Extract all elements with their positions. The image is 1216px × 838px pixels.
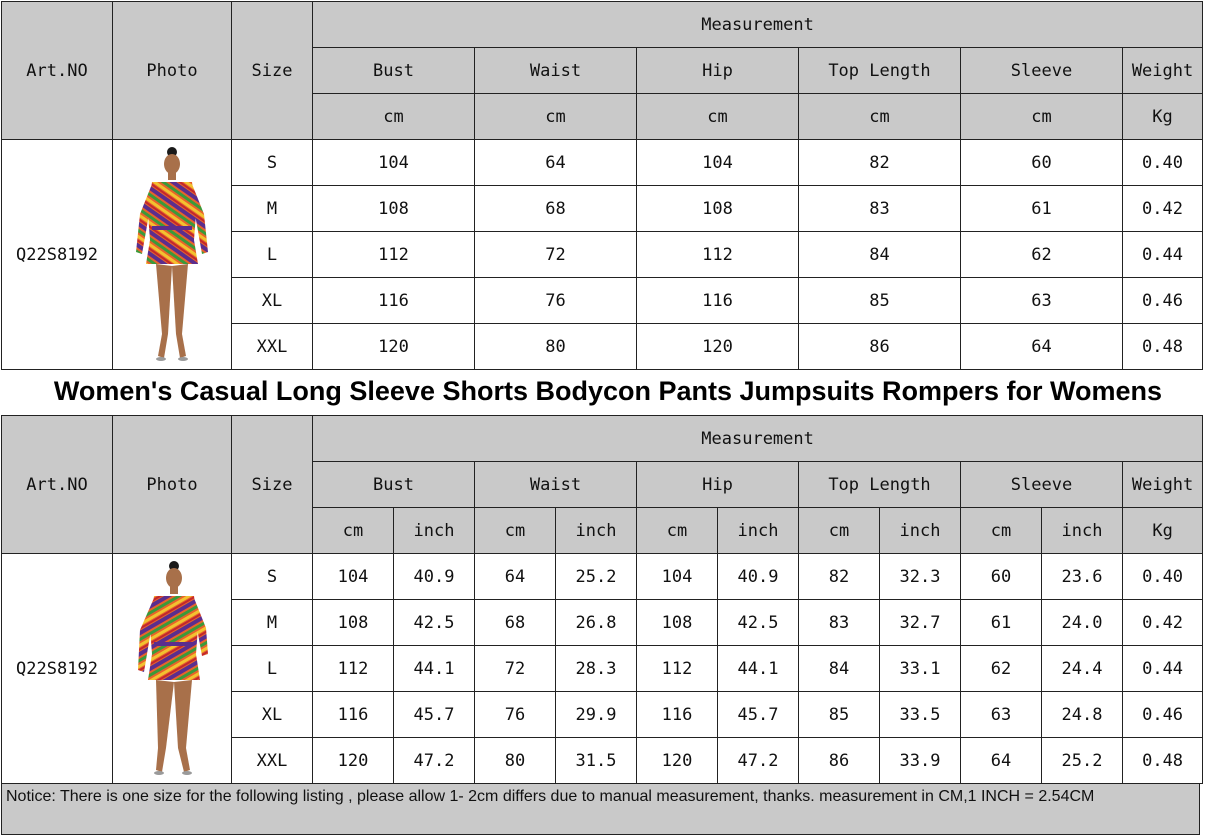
hip-cm-unit: cm: [637, 508, 718, 554]
waist-cm-cell: 76: [475, 692, 556, 738]
measurement-header: Measurement: [313, 416, 1203, 462]
waist-cell: 72: [475, 232, 637, 278]
weight-unit: Kg: [1123, 508, 1203, 554]
sleeve-header: Sleeve: [961, 48, 1123, 94]
size-chart-cm: [1, 1, 1203, 370]
product-title: Women's Casual Long Sleeve Shorts Bodycon Pants Jumpsuits Rompers for Womens: [53, 375, 1163, 406]
photo-header: Photo: [113, 2, 232, 140]
bust-cm-cell: 120: [313, 738, 394, 784]
hip-cell: 104: [637, 140, 799, 186]
bust-header: Bust: [313, 462, 475, 508]
sleeve-cm-cell: 62: [961, 646, 1042, 692]
bust-inch-cell: 44.1: [394, 646, 475, 692]
model-photo-image: [122, 144, 222, 366]
weight-header: Weight: [1123, 462, 1203, 508]
sleeve-cm-cell: 61: [961, 600, 1042, 646]
size-chart-cm-inch: [1, 415, 1203, 784]
waist-inch-cell: 29.9: [556, 692, 637, 738]
waist-cell: 76: [475, 278, 637, 324]
top-length-cell: 85: [799, 278, 961, 324]
size-cell: M: [232, 186, 313, 232]
bust-inch-cell: 47.2: [394, 738, 475, 784]
weight-unit: Kg: [1123, 94, 1203, 140]
sleeve-inch-cell: 24.4: [1042, 646, 1123, 692]
photo-header: Photo: [113, 416, 232, 554]
size-cell: XXL: [232, 324, 313, 370]
hip-cell: 116: [637, 278, 799, 324]
art-no-header: Art.NO: [2, 2, 113, 140]
weight-cell: 0.44: [1123, 646, 1203, 692]
waist-header: Waist: [475, 48, 637, 94]
bust-cm-cell: 104: [313, 554, 394, 600]
hip-cm-cell: 108: [637, 600, 718, 646]
weight-cell: 0.48: [1123, 324, 1203, 370]
bust-inch-unit: inch: [394, 508, 475, 554]
size-cell: XL: [232, 692, 313, 738]
bust-cm-cell: 112: [313, 646, 394, 692]
waist-cm-cell: 72: [475, 646, 556, 692]
top-length-inch-cell: 33.1: [880, 646, 961, 692]
top-length-cm-cell: 82: [799, 554, 880, 600]
top-length-cm-cell: 83: [799, 600, 880, 646]
measurement-header: Measurement: [313, 2, 1203, 48]
weight-cell: 0.40: [1123, 554, 1203, 600]
waist-cm-cell: 80: [475, 738, 556, 784]
hip-inch-cell: 45.7: [718, 692, 799, 738]
top-length-inch-unit: inch: [880, 508, 961, 554]
table-row: [2, 554, 1203, 600]
bust-cell: 108: [313, 186, 475, 232]
notice-text: Notice: There is one size for the following listing , please allow 1- 2cm differs due to manual measurement, thanks. measurement in CM,1 INCH = 2.54CM: [1, 783, 1200, 835]
top-length-unit: cm: [799, 94, 961, 140]
model-photo-image: [122, 558, 222, 780]
hip-header: Hip: [637, 462, 799, 508]
bust-unit: cm: [313, 94, 475, 140]
sleeve-cell: 60: [961, 140, 1123, 186]
waist-unit: cm: [475, 94, 637, 140]
sleeve-cell: 63: [961, 278, 1123, 324]
top-length-cm-cell: 86: [799, 738, 880, 784]
waist-cell: 68: [475, 186, 637, 232]
waist-cell: 80: [475, 324, 637, 370]
top-length-cm-cell: 84: [799, 646, 880, 692]
top-length-inch-cell: 32.7: [880, 600, 961, 646]
hip-inch-cell: 47.2: [718, 738, 799, 784]
hip-cm-cell: 116: [637, 692, 718, 738]
sleeve-inch-cell: 24.8: [1042, 692, 1123, 738]
bust-inch-cell: 45.7: [394, 692, 475, 738]
model-photo: [113, 140, 232, 370]
size-cell: XXL: [232, 738, 313, 784]
bust-cell: 120: [313, 324, 475, 370]
weight-cell: 0.44: [1123, 232, 1203, 278]
top-length-cell: 83: [799, 186, 961, 232]
size-cell: L: [232, 232, 313, 278]
hip-header: Hip: [637, 48, 799, 94]
weight-cell: 0.46: [1123, 692, 1203, 738]
sleeve-cm-cell: 63: [961, 692, 1042, 738]
sleeve-cm-unit: cm: [961, 508, 1042, 554]
bust-inch-cell: 40.9: [394, 554, 475, 600]
weight-cell: 0.46: [1123, 278, 1203, 324]
waist-cm-cell: 68: [475, 600, 556, 646]
hip-cell: 112: [637, 232, 799, 278]
bust-cm-cell: 108: [313, 600, 394, 646]
hip-inch-cell: 42.5: [718, 600, 799, 646]
top-length-cell: 86: [799, 324, 961, 370]
hip-cm-cell: 104: [637, 554, 718, 600]
table-row: [2, 140, 1203, 186]
waist-cm-cell: 64: [475, 554, 556, 600]
sleeve-cell: 62: [961, 232, 1123, 278]
sleeve-inch-unit: inch: [1042, 508, 1123, 554]
sleeve-unit: cm: [961, 94, 1123, 140]
hip-cell: 120: [637, 324, 799, 370]
waist-cm-unit: cm: [475, 508, 556, 554]
top-length-cell: 84: [799, 232, 961, 278]
model-photo: [113, 554, 232, 784]
top-length-header: Top Length: [799, 462, 961, 508]
size-cell: S: [232, 554, 313, 600]
size-header: Size: [232, 416, 313, 554]
bust-header: Bust: [313, 48, 475, 94]
weight-cell: 0.40: [1123, 140, 1203, 186]
sleeve-inch-cell: 25.2: [1042, 738, 1123, 784]
top-length-inch-cell: 32.3: [880, 554, 961, 600]
bust-cm-unit: cm: [313, 508, 394, 554]
top-length-header: Top Length: [799, 48, 961, 94]
waist-inch-cell: 26.8: [556, 600, 637, 646]
sleeve-cm-cell: 60: [961, 554, 1042, 600]
sleeve-cell: 61: [961, 186, 1123, 232]
bust-cell: 116: [313, 278, 475, 324]
top-length-cm-cell: 85: [799, 692, 880, 738]
size-cell: XL: [232, 278, 313, 324]
weight-cell: 0.42: [1123, 600, 1203, 646]
art-no-value: Q22S8192: [2, 140, 113, 370]
hip-inch-cell: 44.1: [718, 646, 799, 692]
hip-unit: cm: [637, 94, 799, 140]
bust-inch-cell: 42.5: [394, 600, 475, 646]
size-cell: M: [232, 600, 313, 646]
top-length-inch-cell: 33.9: [880, 738, 961, 784]
sleeve-inch-cell: 23.6: [1042, 554, 1123, 600]
size-header: Size: [232, 2, 313, 140]
top-length-inch-cell: 33.5: [880, 692, 961, 738]
bust-cm-cell: 116: [313, 692, 394, 738]
weight-header: Weight: [1123, 48, 1203, 94]
sleeve-header: Sleeve: [961, 462, 1123, 508]
waist-cell: 64: [475, 140, 637, 186]
waist-inch-cell: 25.2: [556, 554, 637, 600]
hip-cell: 108: [637, 186, 799, 232]
hip-cm-cell: 112: [637, 646, 718, 692]
waist-header: Waist: [475, 462, 637, 508]
bust-cell: 104: [313, 140, 475, 186]
top-length-cell: 82: [799, 140, 961, 186]
weight-cell: 0.42: [1123, 186, 1203, 232]
hip-inch-cell: 40.9: [718, 554, 799, 600]
waist-inch-cell: 28.3: [556, 646, 637, 692]
size-cell: S: [232, 140, 313, 186]
bust-cell: 112: [313, 232, 475, 278]
waist-inch-unit: inch: [556, 508, 637, 554]
sleeve-cell: 64: [961, 324, 1123, 370]
sleeve-cm-cell: 64: [961, 738, 1042, 784]
hip-inch-unit: inch: [718, 508, 799, 554]
weight-cell: 0.48: [1123, 738, 1203, 784]
art-no-value: Q22S8192: [2, 554, 113, 784]
waist-inch-cell: 31.5: [556, 738, 637, 784]
top-length-cm-unit: cm: [799, 508, 880, 554]
size-cell: L: [232, 646, 313, 692]
hip-cm-cell: 120: [637, 738, 718, 784]
sleeve-inch-cell: 24.0: [1042, 600, 1123, 646]
art-no-header: Art.NO: [2, 416, 113, 554]
